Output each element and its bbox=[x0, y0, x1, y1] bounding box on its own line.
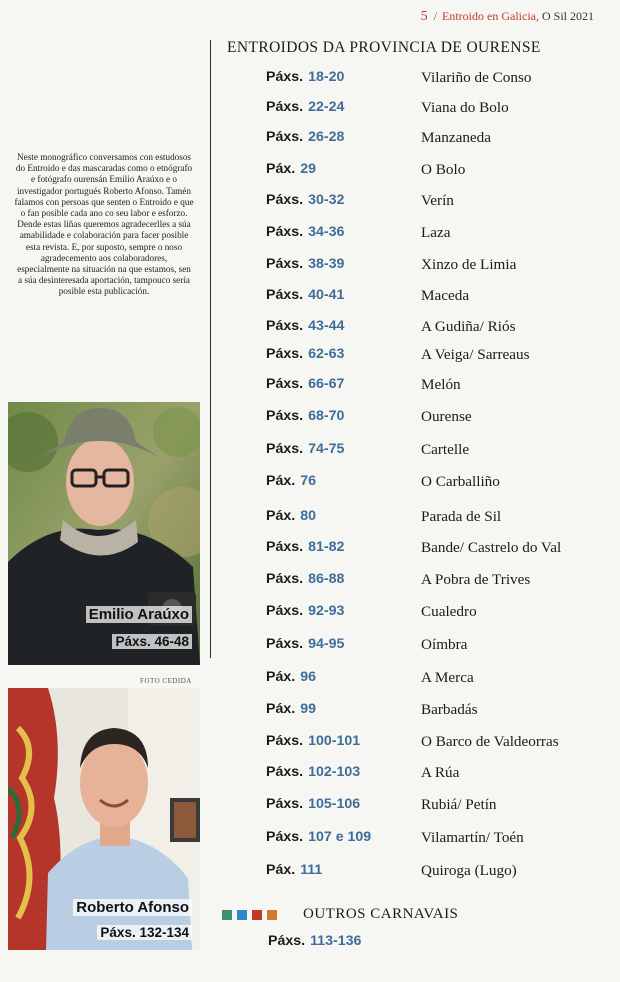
pages-label: Páx. bbox=[266, 669, 296, 685]
pages-number: 100-101 bbox=[308, 733, 361, 749]
pages-label: Páxs. bbox=[266, 256, 304, 272]
pages-label: Páxs. bbox=[266, 69, 304, 85]
toc-section-title: ENTROIDOS DA PROVINCIA DE OURENSE bbox=[227, 39, 541, 56]
pages-label: Páxs. bbox=[266, 796, 304, 812]
toc-pages bbox=[266, 376, 344, 392]
toc-entry bbox=[0, 829, 620, 853]
pages-number: 34-36 bbox=[308, 224, 345, 240]
toc-entry bbox=[0, 376, 620, 400]
toc-entry bbox=[0, 224, 620, 248]
toc-place: Barbadás bbox=[421, 701, 478, 718]
toc-pages bbox=[266, 99, 344, 115]
pages-number: 22-24 bbox=[308, 99, 345, 115]
toc-pages bbox=[266, 129, 344, 145]
toc-entry bbox=[0, 603, 620, 627]
toc-entry bbox=[0, 862, 620, 886]
toc-entry bbox=[0, 669, 620, 693]
toc-place: A Merca bbox=[421, 669, 474, 686]
toc-place: A Pobra de Trives bbox=[421, 571, 531, 588]
pages-number: 105-106 bbox=[308, 796, 361, 812]
pages-label: Páxs. bbox=[266, 129, 304, 145]
pages-label: Páxs. bbox=[266, 408, 304, 424]
toc-pages bbox=[266, 636, 344, 652]
toc-entry bbox=[0, 508, 620, 532]
toc-pages bbox=[266, 408, 344, 424]
toc-place: A Gudiña/ Riós bbox=[421, 318, 516, 335]
toc-pages bbox=[266, 829, 371, 845]
toc-place: A Veiga/ Sarreaus bbox=[421, 346, 530, 363]
pages-number: 29 bbox=[300, 161, 316, 177]
toc-pages bbox=[266, 473, 316, 489]
pages-number: 66-67 bbox=[308, 376, 345, 392]
toc-entry bbox=[0, 473, 620, 497]
toc-pages bbox=[266, 508, 316, 524]
toc-pages bbox=[266, 796, 360, 812]
toc-entry bbox=[0, 571, 620, 595]
toc-entry bbox=[0, 701, 620, 725]
pages-number: 62-63 bbox=[308, 346, 345, 362]
toc-pages bbox=[266, 69, 344, 85]
toc-entry bbox=[0, 192, 620, 216]
pages-label: Páxs. bbox=[266, 636, 304, 652]
color-square bbox=[267, 910, 277, 920]
pages-label: Páx. bbox=[266, 862, 296, 878]
pages-number: 38-39 bbox=[308, 256, 345, 272]
pages-label: Páxs. bbox=[266, 733, 304, 749]
toc-place: Oímbra bbox=[421, 636, 468, 653]
toc-place: Vilariño de Conso bbox=[421, 69, 532, 86]
page-number: 5 bbox=[420, 9, 428, 24]
pages-number: 68-70 bbox=[308, 408, 345, 424]
pages-label: Páxs. bbox=[266, 287, 304, 303]
toc-entry bbox=[0, 99, 620, 123]
pages-label: Páxs. bbox=[266, 318, 304, 334]
pages-label: Páxs. bbox=[266, 539, 304, 555]
toc-place: Manzaneda bbox=[421, 129, 491, 146]
intro-text: Neste monográfico conversamos con estudosos do Entroido e das mascaradas como o etnógrafo e fotógrafo ourensán Emilio Araúxo e o investigador portugués Roberto Afonso. Tamén falamos con persoas que senten o Entroido e que o fan posible cada ano co seu labor e esforzo. Dende estas liñas queremos agradecerlles a súa amabilidade e colaboración para facer posible esta revista. E, por suposto, sempre o noso agradecemento aos colaboradores, especialmente na situación na que estamos, sen a súa desinteresada aportación, tampouco sería posible esta publicación. bbox=[14, 152, 194, 297]
toc-place: Ourense bbox=[421, 408, 472, 425]
toc-entry bbox=[0, 441, 620, 465]
pages-label: Páx. bbox=[266, 701, 296, 717]
toc-place: Quiroga (Lugo) bbox=[421, 862, 517, 879]
pages-label: Páxs. bbox=[266, 99, 304, 115]
pages-number: 40-41 bbox=[308, 287, 345, 303]
pages-label: Páxs. bbox=[266, 603, 304, 619]
toc-place: Bande/ Castrelo do Val bbox=[421, 539, 562, 556]
toc-place: A Rúa bbox=[421, 764, 460, 781]
toc-entry bbox=[0, 636, 620, 660]
pages-number: 111 bbox=[300, 862, 323, 878]
pages-number: 86-88 bbox=[308, 571, 345, 587]
toc-entry bbox=[0, 408, 620, 432]
toc-entry bbox=[0, 69, 620, 93]
pages-label: Páx. bbox=[266, 473, 296, 489]
pages-number: 81-82 bbox=[308, 539, 345, 555]
toc-pages bbox=[266, 441, 344, 457]
toc-pages bbox=[266, 161, 316, 177]
toc-place: Verín bbox=[421, 192, 454, 209]
other-section-title: OUTROS CARNAVAIS bbox=[303, 906, 459, 922]
toc-place: O Bolo bbox=[421, 161, 466, 178]
toc-place: Xinzo de Limia bbox=[421, 256, 517, 273]
pages-label: Páxs. bbox=[266, 192, 304, 208]
toc-place: O Carballiño bbox=[421, 473, 500, 490]
pages-label: Páxs. bbox=[266, 764, 304, 780]
toc-place: O Barco de Valdeorras bbox=[421, 733, 559, 750]
toc-pages bbox=[266, 192, 344, 208]
toc-place: Vilamartín/ Toén bbox=[421, 829, 524, 846]
pages-number: 96 bbox=[300, 669, 316, 685]
pages-label: Páx. bbox=[266, 161, 296, 177]
pages-number: 30-32 bbox=[308, 192, 345, 208]
pages-label: Páxs. bbox=[266, 346, 304, 362]
pages-number: 102-103 bbox=[308, 764, 361, 780]
pages-number: 43-44 bbox=[308, 318, 345, 334]
pages-number: 107 e 109 bbox=[308, 829, 372, 845]
toc-entry bbox=[0, 764, 620, 788]
toc-place: Cartelle bbox=[421, 441, 470, 458]
pages-label: Páxs. bbox=[266, 571, 304, 587]
toc-pages bbox=[266, 256, 344, 272]
color-squares bbox=[222, 910, 282, 921]
toc-entry bbox=[0, 287, 620, 311]
pages-number: 113-136 bbox=[310, 933, 362, 949]
pages-number: 26-28 bbox=[308, 129, 345, 145]
toc-entry bbox=[0, 733, 620, 757]
pages-number: 76 bbox=[300, 473, 316, 489]
toc-place: Cualedro bbox=[421, 603, 477, 620]
pages-number: 92-93 bbox=[308, 603, 345, 619]
toc-place: Rubiá/ Petín bbox=[421, 796, 497, 813]
header-divider: / bbox=[433, 9, 438, 23]
color-square bbox=[252, 910, 262, 920]
toc-pages bbox=[266, 733, 360, 749]
photo-caption-pages: Páxs. 46-48 bbox=[112, 634, 192, 649]
toc-place: Laza bbox=[421, 224, 451, 241]
photo-caption-pages: Páxs. 132-134 bbox=[97, 925, 192, 940]
toc-pages bbox=[266, 346, 344, 362]
toc-pages bbox=[266, 701, 316, 717]
toc-pages bbox=[266, 318, 344, 334]
pages-label: Páx. bbox=[266, 508, 296, 524]
toc-entry bbox=[0, 161, 620, 185]
pages-label: Páxs. bbox=[266, 224, 304, 240]
other-section-pages bbox=[268, 933, 361, 949]
toc-entry bbox=[0, 318, 620, 342]
photo-caption-name: Roberto Afonso bbox=[73, 899, 192, 916]
pages-label: Páxs. bbox=[268, 933, 306, 949]
pages-number: 74-75 bbox=[308, 441, 345, 457]
toc-pages bbox=[266, 571, 344, 587]
color-square bbox=[222, 910, 232, 920]
header-section: Entroido en Galicia, bbox=[442, 9, 539, 23]
toc-entry bbox=[0, 539, 620, 563]
toc-pages bbox=[266, 603, 344, 619]
toc-pages bbox=[266, 669, 316, 685]
pages-number: 80 bbox=[300, 508, 316, 524]
toc-entry bbox=[0, 129, 620, 153]
toc-place: Viana do Bolo bbox=[421, 99, 509, 116]
pages-number: 99 bbox=[300, 701, 316, 717]
toc-pages bbox=[266, 224, 344, 240]
header-publication: O Sil 2021 bbox=[541, 9, 594, 23]
toc-place: Maceda bbox=[421, 287, 470, 304]
pages-label: Páxs. bbox=[266, 376, 304, 392]
pages-label: Páxs. bbox=[266, 441, 304, 457]
color-square bbox=[237, 910, 247, 920]
toc-pages bbox=[266, 539, 344, 555]
toc-pages bbox=[266, 287, 344, 303]
toc-pages bbox=[266, 764, 360, 780]
photo-caption-name: Emilio Araúxo bbox=[86, 606, 192, 623]
toc-entry bbox=[0, 346, 620, 370]
toc-place: Parada de Sil bbox=[421, 508, 502, 525]
toc-entry bbox=[0, 796, 620, 820]
pages-number: 18-20 bbox=[308, 69, 345, 85]
photo-credit: FOTO CEDIDA bbox=[140, 677, 192, 685]
pages-label: Páxs. bbox=[266, 829, 304, 845]
pages-number: 94-95 bbox=[308, 636, 345, 652]
toc-pages bbox=[266, 862, 322, 878]
toc-place: Melón bbox=[421, 376, 461, 393]
toc-entry bbox=[0, 256, 620, 280]
